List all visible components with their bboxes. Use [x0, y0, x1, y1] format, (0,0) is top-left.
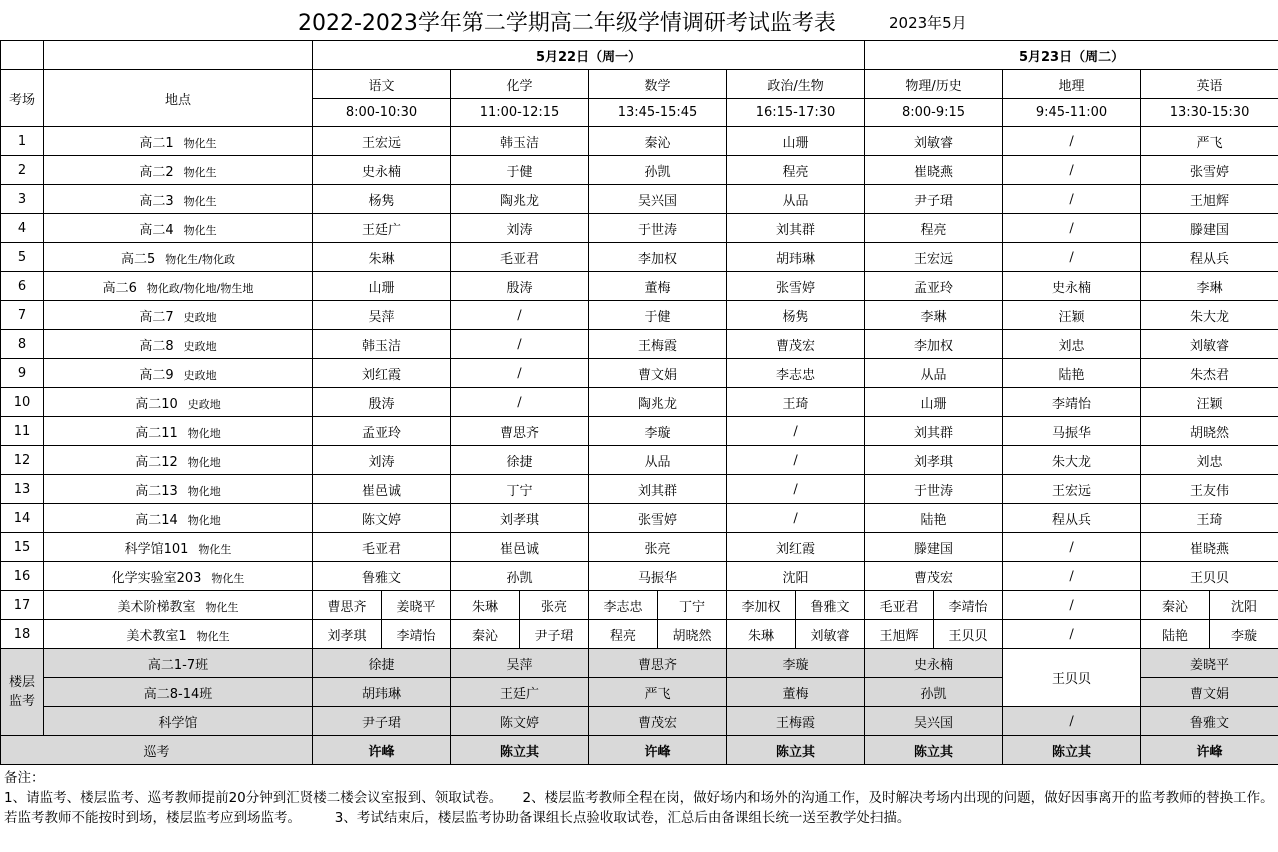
room-place-name: 高二14: [135, 512, 178, 528]
invigilator-cell: 王梅霞: [589, 330, 727, 359]
schedule-table: [0, 40, 1278, 765]
room-place-name: 高二4: [139, 222, 174, 238]
invigilator-cell: 崔邑诚: [451, 533, 589, 562]
table-body: [1, 41, 1278, 127]
room-header: 考场: [1, 70, 44, 127]
invigilator-cell: /: [1003, 533, 1141, 562]
room-combo: 物化生: [183, 223, 217, 237]
room-combo: 物化地: [187, 484, 221, 498]
table-row: [1, 388, 1278, 417]
invigilator-cell: 王贝贝: [934, 620, 1003, 649]
invigilator-cell: /: [1003, 243, 1141, 272]
invigilator-cell: 刘涛: [451, 214, 589, 243]
invigilator-cell: 朱大龙: [1003, 446, 1141, 475]
floor-row: [1, 649, 1278, 678]
note-3: 3、考试结束后，楼层监考协助备课组长点验收取试卷，汇总后由备课组长统一送至教学处扫描。: [334, 810, 911, 826]
room-combo: 物化地: [187, 513, 221, 527]
invigilator-cell: 崔晓燕: [865, 156, 1003, 185]
floor-cell: /: [1003, 707, 1141, 736]
time-slot: 13:45-15:45: [589, 99, 727, 127]
room-place-name: 高二1: [139, 135, 174, 151]
place-header: 地点: [44, 70, 313, 127]
invigilator-cell: 从品: [589, 446, 727, 475]
notes-body: [4, 788, 1274, 828]
invigilator-cell: 曹茂宏: [727, 330, 865, 359]
table-row: [1, 243, 1278, 272]
patrol-cell: 陈立其: [1003, 736, 1141, 765]
invigilator-cell: 山珊: [313, 272, 451, 301]
invigilator-cell: 程亮: [589, 620, 658, 649]
invigilator-cell: 刘红霞: [727, 533, 865, 562]
invigilator-cell: /: [451, 330, 589, 359]
subject-english: 英语: [1141, 70, 1278, 99]
table-row: [1, 127, 1278, 156]
invigilator-cell: /: [727, 475, 865, 504]
room-place: [44, 156, 313, 185]
invigilator-cell: 秦沁: [451, 620, 520, 649]
invigilator-cell: 鲁雅文: [313, 562, 451, 591]
invigilator-cell: 于世涛: [865, 475, 1003, 504]
room-place-name: 高二8: [139, 338, 174, 354]
invigilator-cell: /: [1003, 620, 1141, 649]
invigilator-cell: 王宏远: [865, 243, 1003, 272]
room-combo: 物化生: [211, 571, 245, 585]
floor-place: 高二8-14班: [44, 678, 313, 707]
invigilator-cell: 丁宁: [658, 591, 727, 620]
invigilator-cell: 孟亚玲: [313, 417, 451, 446]
invigilator-cell: 史永楠: [1003, 272, 1141, 301]
patrol-cell: 陈立其: [451, 736, 589, 765]
time-slot: 11:00-12:15: [451, 99, 589, 127]
patrol-cell: 陈立其: [865, 736, 1003, 765]
invigilator-cell: 马振华: [589, 562, 727, 591]
floor-cell: 徐捷: [313, 649, 451, 678]
invigilator-cell: /: [1003, 214, 1141, 243]
room-combo: 物化生: [183, 136, 217, 150]
room-place: [44, 214, 313, 243]
invigilator-cell: 刘忠: [1141, 446, 1278, 475]
room-combo: 史政地: [183, 310, 217, 324]
invigilator-cell: 朱琳: [313, 243, 451, 272]
room-place-name: 科学馆101: [124, 541, 189, 557]
patrol-label: 巡考: [1, 736, 313, 765]
room-combo: 物化生: [198, 542, 232, 556]
room-combo: 物化地: [187, 426, 221, 440]
invigilator-cell: 毛亚君: [451, 243, 589, 272]
floor-cell: 吴萍: [451, 649, 589, 678]
floor-cell: 王梅霞: [727, 707, 865, 736]
table-row: [1, 417, 1278, 446]
notes: [4, 768, 1274, 828]
invigilator-cell: 李加权: [589, 243, 727, 272]
invigilator-cell: 沈阳: [1210, 591, 1278, 620]
invigilator-cell: 姜晓平: [382, 591, 451, 620]
subject-physics-history: 物理/历史: [865, 70, 1003, 99]
invigilator-cell: 朱杰君: [1141, 359, 1278, 388]
subject-chemistry: 化学: [451, 70, 589, 99]
invigilator-cell: 李加权: [727, 591, 796, 620]
notes-heading: 备注：: [4, 770, 45, 786]
floor-rows: [1, 649, 1278, 765]
invigilator-cell: 刘敏睿: [865, 127, 1003, 156]
table-row: [1, 330, 1278, 359]
table-row: [1, 475, 1278, 504]
room-place-name: 美术教室1: [126, 628, 187, 644]
invigilator-cell: 刘其群: [865, 417, 1003, 446]
invigilator-cell: 严飞: [1141, 127, 1278, 156]
room-place: [44, 272, 313, 301]
table-row: [1, 359, 1278, 388]
room-number: 2: [1, 156, 44, 185]
invigilator-cell: 刘涛: [313, 446, 451, 475]
invigilator-cell: 曹思齐: [313, 591, 382, 620]
room-place-name: 高二7: [139, 309, 174, 325]
invigilator-cell: /: [1003, 156, 1141, 185]
table-row: [1, 301, 1278, 330]
floor-cell: 鲁雅文: [1141, 707, 1278, 736]
room-number: 3: [1, 185, 44, 214]
invigilator-cell: 秦沁: [1141, 591, 1210, 620]
room-place: [44, 127, 313, 156]
invigilator-cell: 李琳: [865, 301, 1003, 330]
room-combo: 物化生/物化政: [165, 252, 235, 266]
floor-cell: 尹子珺: [313, 707, 451, 736]
invigilator-cell: 程亮: [865, 214, 1003, 243]
table-row: [1, 620, 1278, 649]
invigilator-cell: 史永楠: [313, 156, 451, 185]
invigilator-cell: 曹思齐: [451, 417, 589, 446]
patrol-row: [1, 736, 1278, 765]
page-title: 2022-2023学年第二学期高二年级学情调研考试监考表: [298, 11, 836, 36]
invigilator-cell: 朱琳: [451, 591, 520, 620]
room-place-name: 美术阶梯教室: [117, 599, 196, 615]
room-place-name: 高二3: [139, 193, 174, 209]
invigilator-cell: 滕建国: [1141, 214, 1278, 243]
invigilator-cell: 崔晓燕: [1141, 533, 1278, 562]
time-slot: 8:00-9:15: [865, 99, 1003, 127]
note-2: 2、楼层监考教师全程在岗，做好场内和场外的沟通工作，及时解决考场内出现的问题，做好因事离开的监考教师的替换工作。若监考教师不能按时到场，楼层监考应到场监考。: [4, 790, 1274, 826]
invigilator-cell: 从品: [727, 185, 865, 214]
floor-cell: 王廷广: [451, 678, 589, 707]
invigilator-cell: 崔邑诚: [313, 475, 451, 504]
floor-place: 高二1-7班: [44, 649, 313, 678]
invigilator-cell: 丁宁: [451, 475, 589, 504]
invigilator-cell: 殷涛: [313, 388, 451, 417]
patrol-cell: 许峰: [589, 736, 727, 765]
room-rows: [1, 127, 1278, 591]
invigilator-cell: 张雪婷: [1141, 156, 1278, 185]
invigilator-cell: 滕建国: [865, 533, 1003, 562]
room-place-name: 高二11: [135, 425, 178, 441]
room-combo: 物化生: [205, 600, 239, 614]
room-number: 8: [1, 330, 44, 359]
invigilator-cell: 曹茂宏: [865, 562, 1003, 591]
invigilator-cell: /: [1003, 185, 1141, 214]
invigilator-cell: /: [727, 446, 865, 475]
invigilator-cell: 刘敏睿: [1141, 330, 1278, 359]
invigilator-cell: 汪颖: [1141, 388, 1278, 417]
room-place-name: 高二9: [139, 367, 174, 383]
invigilator-cell: 胡玮琳: [727, 243, 865, 272]
invigilator-cell: 孙凯: [589, 156, 727, 185]
invigilator-cell: 孟亚玲: [865, 272, 1003, 301]
invigilator-cell: 程从兵: [1003, 504, 1141, 533]
room-place: [44, 591, 313, 620]
room-combo: 物化生: [183, 194, 217, 208]
table-row: [1, 214, 1278, 243]
table-row: [1, 533, 1278, 562]
floor-cell: 曹思齐: [589, 649, 727, 678]
room-number: 5: [1, 243, 44, 272]
table-row: [1, 504, 1278, 533]
invigilator-cell: 马振华: [1003, 417, 1141, 446]
table-row: [1, 272, 1278, 301]
invigilator-cell: 董梅: [589, 272, 727, 301]
invigilator-cell: 李琳: [1141, 272, 1278, 301]
floor-row: [1, 707, 1278, 736]
floor-cell: 曹茂宏: [589, 707, 727, 736]
room-place: [44, 504, 313, 533]
invigilator-cell: 沈阳: [727, 562, 865, 591]
room-place: [44, 301, 313, 330]
room-place: [44, 185, 313, 214]
header-blank: [1, 41, 44, 70]
invigilator-cell: /: [1003, 562, 1141, 591]
invigilator-cell: 李靖怡: [382, 620, 451, 649]
invigilator-cell: 朱琳: [727, 620, 796, 649]
invigilator-cell: 于健: [589, 301, 727, 330]
invigilator-cell: 李璇: [589, 417, 727, 446]
note-1: 1、请监考、楼层监考、巡考教师提前20分钟到汇贤楼二楼会议室报到、领取试卷。: [4, 790, 496, 806]
room-number: 11: [1, 417, 44, 446]
room-combo: 物化地: [187, 455, 221, 469]
day1-header: 5月22日（周一）: [313, 41, 865, 70]
table-row: [1, 446, 1278, 475]
invigilator-cell: 王贝贝: [1141, 562, 1278, 591]
room-combo: 物化政/物化地/物生地: [146, 281, 254, 295]
day2-header: 5月23日（周二）: [865, 41, 1278, 70]
invigilator-cell: 尹子珺: [865, 185, 1003, 214]
patrol-cell: 许峰: [313, 736, 451, 765]
invigilator-cell: /: [451, 388, 589, 417]
invigilator-cell: 张亮: [589, 533, 727, 562]
invigilator-cell: 曹文娟: [589, 359, 727, 388]
invigilator-cell: 汪颖: [1003, 301, 1141, 330]
patrol-cell: 许峰: [1141, 736, 1278, 765]
invigilator-cell: 毛亚君: [865, 591, 934, 620]
invigilator-cell: 李靖怡: [1003, 388, 1141, 417]
invigilator-cell: 杨隽: [727, 301, 865, 330]
invigilator-cell: 朱大龙: [1141, 301, 1278, 330]
room-place: [44, 359, 313, 388]
floor-cell: 严飞: [589, 678, 727, 707]
header-blank: [44, 41, 313, 70]
room-place: [44, 475, 313, 504]
room-place-name: 高二6: [102, 280, 137, 296]
invigilator-cell: 陆艳: [1003, 359, 1141, 388]
invigilator-cell: 王友伟: [1141, 475, 1278, 504]
invigilator-cell: 韩玉洁: [451, 127, 589, 156]
room-place: [44, 388, 313, 417]
room-place: [44, 243, 313, 272]
room-number: 13: [1, 475, 44, 504]
table-row: [1, 185, 1278, 214]
invigilator-cell: 刘红霞: [313, 359, 451, 388]
floor-cell: 陈文婷: [451, 707, 589, 736]
floor-place: 科学馆: [44, 707, 313, 736]
header-row-days: [1, 41, 1278, 70]
invigilator-cell: 王旭辉: [1141, 185, 1278, 214]
room-place: [44, 330, 313, 359]
invigilator-cell: 杨隽: [313, 185, 451, 214]
room-number: 17: [1, 591, 44, 620]
invigilator-cell: 吴萍: [313, 301, 451, 330]
room-place: [44, 620, 313, 649]
invigilator-cell: 陶兆龙: [589, 388, 727, 417]
room-number: 9: [1, 359, 44, 388]
invigilator-cell: 从品: [865, 359, 1003, 388]
room-place-name: 化学实验室203: [111, 570, 202, 586]
table-row: [1, 156, 1278, 185]
room-place: [44, 446, 313, 475]
room-place: [44, 417, 313, 446]
room-place: [44, 533, 313, 562]
invigilator-cell: 王宏远: [1003, 475, 1141, 504]
invigilator-cell: 李志忠: [589, 591, 658, 620]
room-combo: 史政地: [183, 339, 217, 353]
floor-cell: 胡玮琳: [313, 678, 451, 707]
room-number: 12: [1, 446, 44, 475]
subject-politics-biology: 政治/生物: [727, 70, 865, 99]
invigilator-cell: 李璇: [1210, 620, 1278, 649]
invigilator-cell: 程从兵: [1141, 243, 1278, 272]
invigilator-cell: 刘忠: [1003, 330, 1141, 359]
invigilator-cell: 张亮: [520, 591, 589, 620]
subject-geography: 地理: [1003, 70, 1141, 99]
invigilator-cell: 于世涛: [589, 214, 727, 243]
invigilator-cell: 陆艳: [865, 504, 1003, 533]
invigilator-cell: 韩玉洁: [313, 330, 451, 359]
invigilator-cell: /: [451, 301, 589, 330]
floor-cell: 姜晓平: [1141, 649, 1278, 678]
invigilator-cell: 刘孝琪: [313, 620, 382, 649]
invigilator-cell: 刘孝琪: [865, 446, 1003, 475]
table-row: [1, 591, 1278, 620]
invigilator-cell: 陆艳: [1141, 620, 1210, 649]
room-number: 14: [1, 504, 44, 533]
invigilator-cell: 王宏远: [313, 127, 451, 156]
room-combo: 物化生: [196, 629, 230, 643]
header-row-subjects: [1, 70, 1278, 99]
floor-label: 楼层监考: [1, 649, 44, 736]
invigilator-cell: 李志忠: [727, 359, 865, 388]
room-number: 1: [1, 127, 44, 156]
floor-cell: 史永楠: [865, 649, 1003, 678]
floor-geo-merged: 王贝贝: [1003, 649, 1141, 707]
time-slot: 9:45-11:00: [1003, 99, 1141, 127]
time-slot: 8:00-10:30: [313, 99, 451, 127]
invigilator-cell: 王琦: [1141, 504, 1278, 533]
invigilator-cell: 毛亚君: [313, 533, 451, 562]
room-number: 10: [1, 388, 44, 417]
room-place-name: 高二12: [135, 454, 178, 470]
invigilator-cell: 刘孝琪: [451, 504, 589, 533]
room-place-name: 高二13: [135, 483, 178, 499]
patrol-cell: 陈立其: [727, 736, 865, 765]
floor-cell: 吴兴国: [865, 707, 1003, 736]
invigilator-cell: 刘敏睿: [796, 620, 865, 649]
floor-cell: 曹文娟: [1141, 678, 1278, 707]
invigilator-cell: 山珊: [727, 127, 865, 156]
invigilator-cell: 山珊: [865, 388, 1003, 417]
invigilator-cell: 胡晓然: [658, 620, 727, 649]
invigilator-cell: 王廷广: [313, 214, 451, 243]
invigilator-cell: 于健: [451, 156, 589, 185]
invigilator-cell: 王琦: [727, 388, 865, 417]
split-rows: [1, 591, 1278, 649]
room-number: 18: [1, 620, 44, 649]
invigilator-cell: 张雪婷: [727, 272, 865, 301]
room-place-name: 高二10: [135, 396, 178, 412]
invigilator-cell: 孙凯: [451, 562, 589, 591]
room-place-name: 高二2: [139, 164, 174, 180]
table-row: [1, 562, 1278, 591]
page-date: 2023年5月: [889, 14, 967, 32]
invigilator-cell: 李加权: [865, 330, 1003, 359]
invigilator-cell: 张雪婷: [589, 504, 727, 533]
invigilator-cell: 王旭辉: [865, 620, 934, 649]
invigilator-cell: 鲁雅文: [796, 591, 865, 620]
time-slot: 13:30-15:30: [1141, 99, 1278, 127]
invigilator-cell: 陈文婷: [313, 504, 451, 533]
invigilator-cell: 秦沁: [589, 127, 727, 156]
room-number: 15: [1, 533, 44, 562]
invigilator-cell: /: [727, 417, 865, 446]
title-row: [0, 0, 1278, 40]
floor-cell: 孙凯: [865, 678, 1003, 707]
invigilator-cell: 胡晓然: [1141, 417, 1278, 446]
subject-math: 数学: [589, 70, 727, 99]
invigilator-cell: 陶兆龙: [451, 185, 589, 214]
invigilator-cell: 程亮: [727, 156, 865, 185]
invigilator-cell: /: [1003, 591, 1141, 620]
room-number: 16: [1, 562, 44, 591]
time-slot: 16:15-17:30: [727, 99, 865, 127]
invigilator-cell: 尹子珺: [520, 620, 589, 649]
room-place-name: 高二5: [121, 251, 156, 267]
room-number: 6: [1, 272, 44, 301]
invigilator-cell: 徐捷: [451, 446, 589, 475]
invigilator-cell: 刘其群: [727, 214, 865, 243]
invigilator-cell: 刘其群: [589, 475, 727, 504]
invigilator-cell: 殷涛: [451, 272, 589, 301]
floor-cell: 李璇: [727, 649, 865, 678]
invigilator-cell: /: [727, 504, 865, 533]
room-combo: 物化生: [183, 165, 217, 179]
room-combo: 史政地: [187, 397, 221, 411]
invigilator-cell: 吴兴国: [589, 185, 727, 214]
room-place: [44, 562, 313, 591]
room-number: 7: [1, 301, 44, 330]
floor-cell: 董梅: [727, 678, 865, 707]
invigilator-cell: /: [451, 359, 589, 388]
invigilator-cell: 李靖怡: [934, 591, 1003, 620]
room-combo: 史政地: [183, 368, 217, 382]
invigilator-cell: /: [1003, 127, 1141, 156]
subject-chinese: 语文: [313, 70, 451, 99]
room-number: 4: [1, 214, 44, 243]
